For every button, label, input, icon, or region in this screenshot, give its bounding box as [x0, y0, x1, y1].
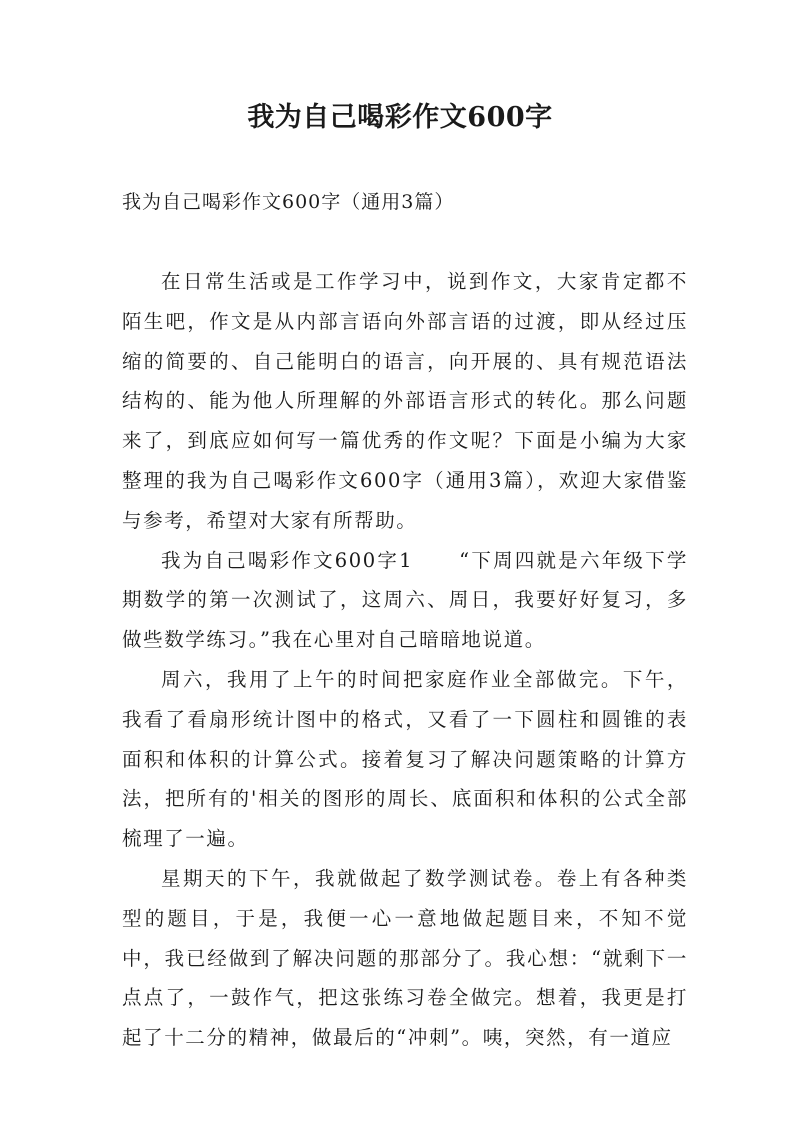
section-1-heading: 我为自己喝彩作文600字1: [161, 548, 414, 572]
body-paragraph: 星期天的下午，我就做起了数学测试卷。卷上有各种类型的题目，于是，我便一心一意地做起题目来，不知不觉中，我已经做到了解决问题的那部分了。我心想：“就剩下一点点了，一鼓作气，把这张练习卷全做完。想着，我更是打起了十二分的精神，做最后的“冲刺”。咦，突然，有一道应: [122, 866, 688, 1050]
section-1-paragraph: [122, 541, 688, 660]
document-body: [122, 262, 688, 1058]
document-subtitle: 我为自己喝彩作文600字（通用3篇）: [122, 191, 455, 213]
intro-paragraph: 在日常生活或是工作学习中，说到作文，大家肯定都不陌生吧，作文是从内部言语向外部言语的过渡，即从经过压缩的简要的、自己能明白的语言，向开展的、具有规范语法结构的、能为他人所理解的外部语言形式的转化。那么问题来了，到底应如何写一篇优秀的作文呢？下面是小编为大家整理的我为自己喝彩作文600字（通用3篇），欢迎大家借鉴与参考，希望对大家有所帮助。: [122, 270, 688, 532]
body-paragraph: 周六，我用了上午的时间把家庭作业全部做完。下午，我看了看扇形统计图中的格式，又看了一下圆柱和圆锥的表面积和体积的计算公式。接着复习了解决问题策略的计算方法，把所有的'相关的图形的周长、底面积和体积的公式全部梳理了一遍。: [122, 667, 688, 851]
section-1-text: “下周四就是六年级下学期数学的第一次测试了，这周六、周日，我要好好复习，多做些数学练习。”我在心里对自己暗暗地说道。: [122, 548, 688, 652]
document-title: 我为自己喝彩作文600字: [247, 102, 553, 133]
